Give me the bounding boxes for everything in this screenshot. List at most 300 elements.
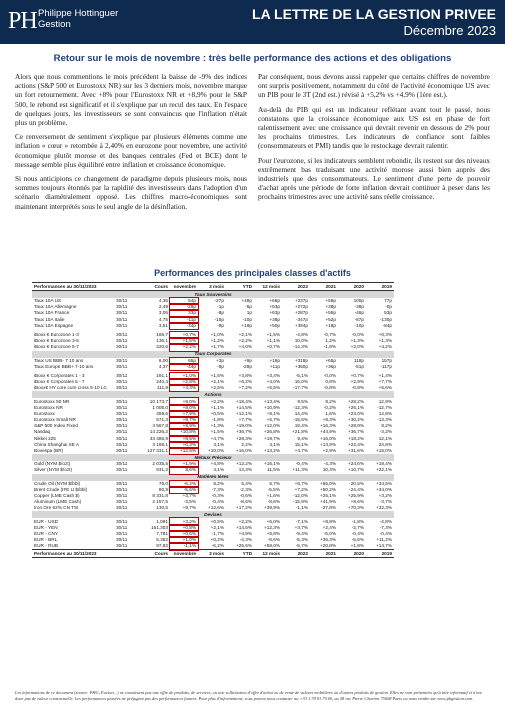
quote-date: 30/11	[116, 404, 128, 410]
performance-cell: +48p	[241, 298, 252, 304]
performance-cell: +3,2%	[170, 518, 198, 524]
asset-name: iBoxx€ HY core cum cross 5-10 LC	[34, 385, 107, 391]
asset-name: Nikkei 225	[34, 435, 56, 441]
section-header-row	[32, 474, 394, 481]
performance-cell: -27p	[214, 298, 224, 304]
performance-cell: +55p	[325, 310, 336, 316]
quote-date: 30/11	[116, 524, 128, 530]
performance-cell: 5,7%	[269, 480, 280, 486]
performance-cell: +0,5%	[210, 410, 224, 416]
section-title: Taux Corporates	[32, 351, 394, 358]
text-column-left	[15, 72, 247, 216]
performance-cell: +1,6%	[266, 492, 280, 498]
performance-cell: +32,3%	[375, 505, 392, 511]
quote-date: 30/11	[116, 423, 128, 429]
performance-cell: +26,8%	[263, 429, 280, 435]
table-title: Performances des principales classes d'actifs	[154, 268, 351, 278]
performance-cell: +6,0%	[266, 518, 280, 524]
performance-cell: 157p	[381, 357, 392, 363]
performance-cell: +19p	[269, 357, 280, 363]
performance-cell: +1,7%	[210, 344, 224, 350]
column-header: 2021	[310, 283, 338, 291]
performance-cell: -7,1%	[295, 518, 308, 524]
performance-cell: +20,8%	[319, 543, 336, 549]
asset-name: EUR - CNY	[34, 530, 58, 536]
performance-cell: +1,2%	[210, 338, 224, 344]
performance-cell: +13,9%	[319, 441, 336, 447]
quote-date: 30/11	[116, 344, 128, 350]
performance-cell: 4,1%	[213, 467, 224, 473]
asset-name: EUR - BRL	[34, 537, 58, 543]
performance-cell: -2,3%	[239, 486, 252, 492]
performance-cell: -4,8%	[379, 518, 392, 524]
performance-cell: -9p	[217, 363, 224, 369]
quote-date: 30/11	[116, 398, 128, 404]
performance-cell: -5,6%	[170, 487, 198, 493]
quote-date: 30/11	[116, 518, 128, 524]
performance-cell: +19,0%	[235, 423, 252, 429]
performance-cell: +44,9%	[319, 429, 336, 435]
price-cell: 4 567,8	[152, 423, 168, 429]
performance-cell: +36,3%	[319, 537, 336, 543]
performance-cell: +10,8%	[170, 429, 198, 435]
column-header: 2020	[338, 550, 366, 558]
performance-cell: +7,7%	[378, 379, 392, 385]
performance-cell: -117p	[380, 363, 392, 369]
performance-cell: -2,7%	[351, 524, 364, 530]
performance-cell: +15,0%	[375, 448, 392, 454]
performance-cell: +7,2%	[294, 486, 308, 492]
performance-cell: 11,5%	[267, 467, 280, 473]
performance-cell: +1,4%	[378, 372, 392, 378]
quote-date: 30/11	[116, 372, 128, 378]
performance-cell: +30,2%	[347, 417, 364, 423]
performance-cell: 5,4%	[241, 480, 252, 486]
logo: PH	[8, 8, 37, 34]
performance-cell: +50,2%	[319, 486, 336, 492]
performance-cell: -5p	[245, 304, 252, 310]
performance-cell: 0,8%	[325, 379, 336, 385]
table-footer-row	[32, 550, 394, 558]
asset-name: Nasdaq	[34, 429, 51, 435]
performance-cell: 10,3%	[322, 467, 336, 473]
performance-cell: +14,5%	[235, 524, 252, 530]
performance-cell: 65p	[170, 358, 198, 364]
performance-cell: +3,4%	[266, 372, 280, 378]
performance-cell: -1p	[217, 304, 224, 310]
performance-cell: +1,9%	[170, 461, 198, 467]
performance-cell: +2,1%	[210, 379, 224, 385]
footnote: Les informations de ce document (source: PHG, Factset...) ne constituent pas une offre de produits, de services, ou une sollicitation d'offre d'achat ou de vente de valeurs mobilières ou d'autres produits de gestion. Elles ne sont présentées qu'à titre informatif et n'ont donc pas de valeur contractuelle. Les performances passées ne préjugent pas des performances futures. Pour plus d'informations, vous pouvez nous contacter au +33 1.78.91.79.00, au 58 rue Pierre Charron 75008 Paris ou nous rendre sur www.phgestion.com.	[15, 690, 482, 701]
performance-cell: -12,7%	[377, 404, 392, 410]
performance-cell: +65p	[325, 357, 336, 363]
performance-cell: -7,3%	[379, 524, 392, 530]
asset-name: Copper (LME Cash $)	[34, 492, 80, 498]
asset-name: iBoxx € Eurozone 5-7	[34, 344, 79, 350]
performance-cell: +2,4%	[322, 524, 336, 530]
performance-cell: 8,2%	[381, 423, 392, 429]
performance-cell: +5,5%	[266, 385, 280, 391]
performance-cell: +2,9%	[322, 448, 336, 454]
quote-date: 30/11	[116, 379, 128, 385]
performance-cell: +0,7%	[170, 332, 198, 338]
performance-cell: +8,5%	[170, 436, 198, 442]
performance-cell: -14,3%	[293, 344, 308, 350]
performance-cell: +10,0%	[207, 448, 224, 454]
performance-cell: -0,3%	[211, 492, 224, 498]
section-title: Actions	[32, 391, 394, 398]
performance-cell: -0,4%	[295, 461, 308, 467]
performance-cell: +38p	[325, 304, 336, 310]
performance-cell: +2,1%	[238, 332, 252, 338]
quote-date: 30/11	[116, 429, 128, 435]
performance-cell: +36,7%	[347, 429, 364, 435]
performance-cell: -347p	[296, 316, 308, 322]
price-cell: 3,51	[158, 322, 168, 328]
performance-cell: -39p	[354, 304, 364, 310]
asset-name: Taux 10A Allemagne	[34, 304, 77, 310]
performance-cell: -84p	[382, 322, 392, 328]
performance-cell: 9,4%	[297, 435, 308, 441]
performance-cell: +1,1%	[266, 338, 280, 344]
asset-name: Taux 10A Espagne	[34, 322, 74, 328]
performance-cell: +4,9%	[238, 530, 252, 536]
price-cell: 240,4	[156, 379, 168, 385]
performance-cell: +3,2%	[378, 492, 392, 498]
headline: Retour sur le mois de novembre : très belle performance des actions et des obligations	[53, 53, 452, 64]
performance-cell: +28,3%	[235, 435, 252, 441]
asset-name: Iron Ore 62% CN TSI	[34, 505, 79, 511]
performance-cell: 4,1%	[269, 441, 280, 447]
performance-cell: -9,4%	[295, 530, 308, 536]
performance-cell: +2,2%	[238, 338, 252, 344]
performance-cell: 9,5%	[297, 398, 308, 404]
column-header: Cours	[142, 283, 170, 291]
performance-cell: 15,1%	[294, 441, 308, 447]
section-header-row	[32, 291, 394, 299]
firm-name-line1: Philippe Hottinguer	[38, 8, 119, 19]
performance-cell: +2,1%	[210, 524, 224, 530]
quote-date: 30/11	[116, 410, 128, 416]
price-cell: 8 331,8	[152, 492, 168, 498]
section-title: Métaux Précieux	[32, 454, 394, 461]
performance-cell: -0,8%	[323, 385, 336, 391]
quote-date: 30/11	[116, 461, 128, 467]
performance-cell: +7,2%	[238, 385, 252, 391]
performance-cell: -34p	[170, 323, 198, 329]
performance-cell: -5,7%	[295, 543, 308, 549]
quote-date: 30/11	[116, 332, 128, 338]
asset-name: iBoxx € Corporates 1 - 3	[34, 372, 85, 378]
asset-name: Taux Europe BBB+ 7-10 ans	[34, 363, 94, 369]
performance-cell: +0,8%	[170, 525, 198, 531]
asset-name: Aluminum (LME Cash)	[34, 499, 82, 505]
performance-cell: +19p	[241, 322, 252, 328]
table-header-row	[32, 283, 394, 291]
table-header-blank	[114, 283, 142, 291]
performance-cell: -4,8%	[295, 332, 308, 338]
performance-cell: +58,0%	[263, 543, 280, 549]
performance-cell: +3,8%	[238, 372, 252, 378]
quote-date: 30/11	[116, 385, 128, 391]
performance-cell: +1,5%	[266, 332, 280, 338]
newsletter-title: LA LETTRE DE LA GESTION PRIVEE	[252, 6, 496, 22]
performance-cell: 24,8%	[378, 441, 392, 447]
performance-cell: +11,2%	[376, 537, 392, 543]
performance-cell: -20,5%	[349, 480, 364, 486]
performance-cell: +25,9%	[347, 492, 364, 498]
performance-cell: +12,3%	[263, 524, 280, 530]
performance-cell: +16,1%	[263, 461, 280, 467]
quote-date: 30/11	[116, 357, 128, 363]
asset-name: Brent Crude (IFE U $/bbl)	[34, 486, 88, 492]
performance-cell: +272p	[294, 304, 308, 310]
performance-cell: +1,0%	[210, 332, 224, 338]
column-header: 2019	[366, 283, 394, 291]
performance-cell: +0,5%	[210, 518, 224, 524]
performance-cell: +1,5%	[210, 429, 224, 435]
performance-cell: +6,7%	[294, 480, 308, 486]
price-cell: 2,49	[158, 304, 168, 310]
section-header-row	[32, 391, 394, 398]
asset-name: iBoxx € Eurozone 1-3	[34, 332, 79, 338]
performance-cell: -0,2%	[323, 404, 336, 410]
price-cell: 33 486,9	[149, 435, 168, 441]
performance-cell: +0,3%	[378, 332, 392, 338]
paragraph: Alors que nous commentions le mois précédent la baisse de -9% des indices actions (S&P 500 et Eurostoxx NR) sur les 3 derniers mois, novembre marque un fort retournement. Avec +8% pour l'Eurostoxx NR et +8,9% pour le S&P 500, le rebond est significatif et il s'explique par un recul des taux. En l'espace de quelques jours, les investisseurs se sont convaincus que l'inflation n'était plus un problème.	[15, 72, 247, 128]
asset-name: Taux US BBB- 7 10 ans	[34, 357, 84, 363]
performance-cell: +19,7%	[263, 435, 280, 441]
price-cell: 130,5	[156, 505, 168, 511]
performance-cell: +28,2%	[347, 398, 364, 404]
performance-cell: 8,2%	[213, 480, 224, 486]
performance-table-body	[32, 283, 394, 558]
performance-cell: +5,8%	[266, 530, 280, 536]
performance-cell: -8p	[217, 310, 224, 316]
quote-date: 30/11	[116, 480, 128, 486]
performance-cell: 54p	[170, 298, 198, 304]
asset-name: iBoxx € Eurozone 3-5	[34, 338, 79, 344]
quote-date: 30/11	[116, 492, 128, 498]
price-cell: 571,3	[156, 417, 168, 423]
quote-date: 30/11	[116, 467, 128, 473]
price-cell: 931,2	[156, 467, 168, 473]
asset-name: Taux 10A France	[34, 310, 70, 316]
quote-date: 30/11	[116, 486, 128, 492]
performance-cell: +16,3%	[319, 423, 336, 429]
asset-name: Eurostoxx 50 NR	[34, 398, 70, 404]
section-header-row	[32, 454, 394, 461]
asset-name: EUR - USD	[34, 518, 58, 524]
performance-cell: +1,3%	[350, 338, 364, 344]
performance-cell: +34,0%	[375, 486, 392, 492]
quote-date: 30/11	[116, 435, 128, 441]
section-title: Matières Ières	[32, 474, 394, 481]
performance-cell: -4,3%	[323, 461, 336, 467]
performance-cell: 8,2%	[325, 398, 336, 404]
asset-name: Eurostoxx NR	[34, 404, 63, 410]
firm-name	[38, 8, 118, 30]
performance-cell: 10,0%	[294, 338, 308, 344]
text-column-right	[258, 72, 490, 207]
performance-cell: +0,7%	[266, 344, 280, 350]
price-cell: 4,75	[158, 316, 168, 322]
price-cell: 5,362	[156, 537, 168, 543]
performance-cell: 53p	[384, 310, 392, 316]
column-header: 2021	[310, 550, 338, 558]
performance-cell: -0p	[385, 304, 392, 310]
performance-cell: -29p	[170, 304, 198, 310]
performance-cell: +4,7%	[294, 448, 308, 454]
performance-cell: +12,6%	[207, 505, 224, 511]
performance-cell: +8,0%	[170, 398, 198, 404]
performance-cell: -8,6%	[239, 499, 252, 505]
paragraph: Si nous anticipions ce changement de paradigme depuis plusieurs mois, nous sommes toujours étonnés par la rapidité des investisseurs dans l'adoption d'un scénario diamétralement opposé. Les chiffres macro-économiques sont maintenant interprétés sous le seul angle de la désinflation.	[15, 174, 247, 211]
performance-cell: -8,6%	[267, 537, 280, 543]
price-cell: 2 157,5	[152, 499, 168, 505]
performance-cell: +17,2%	[235, 505, 252, 511]
performance-cell: +14,5%	[235, 404, 252, 410]
performance-cell: +0,2%	[210, 537, 224, 543]
performance-cell: +25,1%	[319, 492, 336, 498]
column-header: 3 mois	[198, 550, 226, 558]
section-title: Devises	[32, 511, 394, 518]
performance-cell: +8,8%	[322, 518, 336, 524]
column-header: 12 mois	[254, 550, 282, 558]
quote-date: 30/11	[116, 543, 128, 549]
performance-cell: -87p	[354, 316, 364, 322]
price-cell: 3,06	[158, 310, 168, 316]
performance-cell: +287p	[294, 310, 308, 316]
column-header: 3 mois	[198, 283, 226, 291]
asset-name: S&P 500 Index Fixed	[34, 423, 78, 429]
quote-date: 30/11	[116, 530, 128, 536]
price-cell: 4,37	[158, 363, 168, 369]
performance-cell: +16,0%	[319, 435, 336, 441]
performance-cell: +26,1%	[347, 404, 364, 410]
performance-cell: +6,2%	[238, 379, 252, 385]
asset-name: Taux 10A Italie	[34, 316, 65, 322]
asset-name: Crude Oil (NYM $/bbl)	[34, 480, 81, 486]
performance-cell: +394p	[294, 322, 308, 328]
performance-cell: 19,4%	[294, 423, 308, 429]
performance-cell: +5,7%	[266, 417, 280, 423]
performance-cell: +3,7%	[294, 524, 308, 530]
price-cell: 1 005,0	[152, 404, 168, 410]
asset-name: Eurostoxx Small NR	[34, 417, 76, 423]
price-cell: 6,00	[158, 357, 168, 363]
performance-cell: +8,6%	[350, 499, 364, 505]
performance-cell: -3,7%	[379, 499, 392, 505]
asset-name: China Shanghai SE A	[34, 441, 80, 447]
price-cell: 161,303	[151, 524, 168, 530]
performance-cell: 14,8%	[378, 410, 392, 416]
performance-cell: +13,4%	[263, 398, 280, 404]
performance-cell: -3,2%	[379, 429, 392, 435]
section-header-row	[32, 351, 394, 358]
performance-cell: +1,3%	[378, 338, 392, 344]
column-header: novembre	[170, 550, 198, 558]
price-cell: 3 168,1	[152, 441, 168, 447]
performance-cell: -17,7%	[293, 385, 308, 391]
header-banner	[0, 0, 505, 44]
performance-cell: -29p	[242, 363, 252, 369]
performance-cell: -51p	[354, 363, 364, 369]
column-header: YTD	[226, 283, 254, 291]
price-cell: 2 035,5	[152, 461, 168, 467]
performance-cell: -5,1%	[295, 372, 308, 378]
performance-cell: -5,5%	[267, 486, 280, 492]
performance-cell: +55,0%	[319, 480, 336, 486]
performance-cell: +13,2%	[263, 448, 280, 454]
price-cell: 4,36	[158, 298, 168, 304]
quote-date: 30/11	[116, 537, 128, 543]
column-header: novembre	[170, 283, 198, 291]
quote-date: 30/11	[116, 298, 128, 304]
performance-cell: +4,8%	[210, 461, 224, 467]
performance-cell: 1,6%	[325, 410, 336, 416]
performance-cell: +12,1%	[235, 410, 252, 416]
quote-date: 30/11	[116, 322, 128, 328]
performance-cell: +1,0%	[170, 537, 198, 543]
performance-cell: +9,7%	[182, 505, 196, 511]
performance-cell: 12,1%	[378, 435, 392, 441]
asset-name: EUR - RUB	[34, 543, 58, 549]
performance-cell: +1,1%	[210, 404, 224, 410]
performance-cell: -10p	[242, 316, 252, 322]
performance-cell: +52p	[325, 316, 336, 322]
column-header: 2020	[338, 283, 366, 291]
performance-cell: -12,3%	[293, 404, 308, 410]
performance-cell: +2,5%	[210, 385, 224, 391]
price-cell: 220,6	[156, 344, 168, 350]
asset-name: Taux 10A US	[34, 298, 62, 304]
performance-cell: -11p	[170, 317, 198, 323]
performance-cell: -0,4%	[379, 530, 392, 536]
performance-cell: +25,6%	[235, 543, 252, 549]
performance-cell: 16,0%	[294, 379, 308, 385]
performance-cell: -1,7%	[211, 530, 224, 536]
performance-cell: +8,9%	[170, 423, 198, 429]
newsletter-date: Décembre 2023	[403, 23, 496, 38]
price-cell: 14 226,2	[149, 429, 168, 435]
performance-cell: +6,6%	[378, 385, 392, 391]
performance-cell: -7,3%	[211, 486, 224, 492]
price-cell: 127 331,1	[147, 448, 168, 454]
performance-cell: +18,2%	[347, 435, 364, 441]
asset-name: EUR - YEN	[34, 524, 58, 530]
performance-cell: +8,7%	[170, 417, 198, 423]
performance-cell: -5,3%	[295, 537, 308, 543]
performance-cell: +9p	[244, 357, 252, 363]
performance-cell: +18,4%	[375, 461, 392, 467]
performance-cell: 100p	[353, 298, 364, 304]
performance-cell: 2,2%	[241, 441, 252, 447]
asset-name: Eurostoxx	[34, 410, 55, 416]
performance-cell: +18p	[325, 322, 336, 328]
price-cell: 10 173,7	[149, 398, 168, 404]
performance-cell: -0,4%	[351, 530, 364, 536]
performance-cell: +8,0%	[170, 405, 198, 411]
asset-name: Gold (NYM $/ozt)	[34, 461, 71, 467]
column-header: 2022	[282, 550, 310, 558]
performance-cell: +2,2%	[210, 398, 224, 404]
performance-cell: -5,6%	[351, 537, 364, 543]
performance-cell: +63p	[269, 310, 280, 316]
performance-cell: -1,8%	[351, 518, 364, 524]
performance-cell: -6,2%	[211, 543, 224, 549]
performance-cell: +22,4%	[347, 441, 364, 447]
